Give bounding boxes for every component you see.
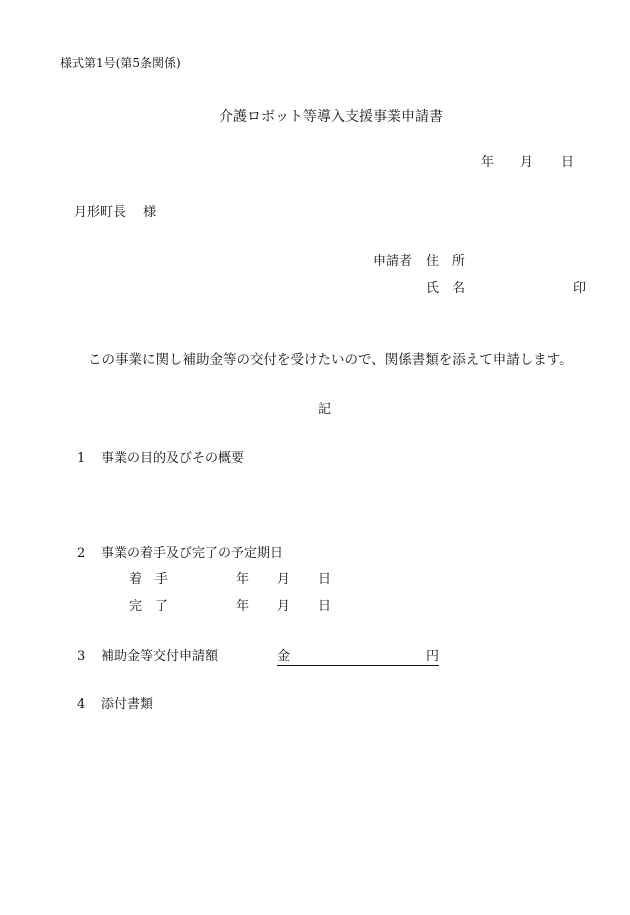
item-4-number: 4 [77,697,86,712]
schedule-start-day: 日 [318,572,332,587]
item-3 [77,650,218,663]
schedule-end-year: 年 [236,599,250,614]
amount-field [277,650,439,666]
addressee: 月形町長 様 [74,205,157,220]
amount-suffix: 円 [425,649,439,664]
form-number: 様式第1号(第5条関係) [60,56,181,70]
item-2-text: 事業の着手及び完了の予定期日 [101,546,284,561]
date-month: 月 [520,155,534,170]
item-2 [77,547,283,560]
body-text: この事業に関し補助金等の交付を受けたいので、関係書類を添えて申請します。 [88,352,573,368]
schedule-end-month: 月 [277,599,291,614]
item-3-text: 補助金等交付申請額 [101,649,219,664]
item-4-text: 添付書類 [101,697,154,712]
item-2-number: 2 [77,546,86,561]
date-day: 日 [561,155,575,170]
item-3-number: 3 [77,649,86,664]
applicant-label: 申請者 [373,254,413,269]
document-title: 介護ロボット等導入支援事業申請書 [219,109,443,125]
amount-prefix: 金 [277,649,291,664]
item-4 [77,698,153,711]
item-1-number: 1 [77,451,86,466]
item-1 [77,452,244,465]
address-label: 住所 [426,254,479,269]
schedule-start-year: 年 [236,572,250,587]
seal-mark: 印 [573,281,587,296]
ki-heading: 記 [318,402,332,417]
name-label: 氏名 [426,281,479,296]
item-1-text: 事業の目的及びその概要 [101,451,245,466]
schedule-start-month: 月 [277,572,291,587]
schedule-end-day: 日 [318,599,332,614]
date-year: 年 [481,155,495,170]
schedule-start-label: 着手 [129,572,182,587]
schedule-end-label: 完了 [129,599,182,614]
